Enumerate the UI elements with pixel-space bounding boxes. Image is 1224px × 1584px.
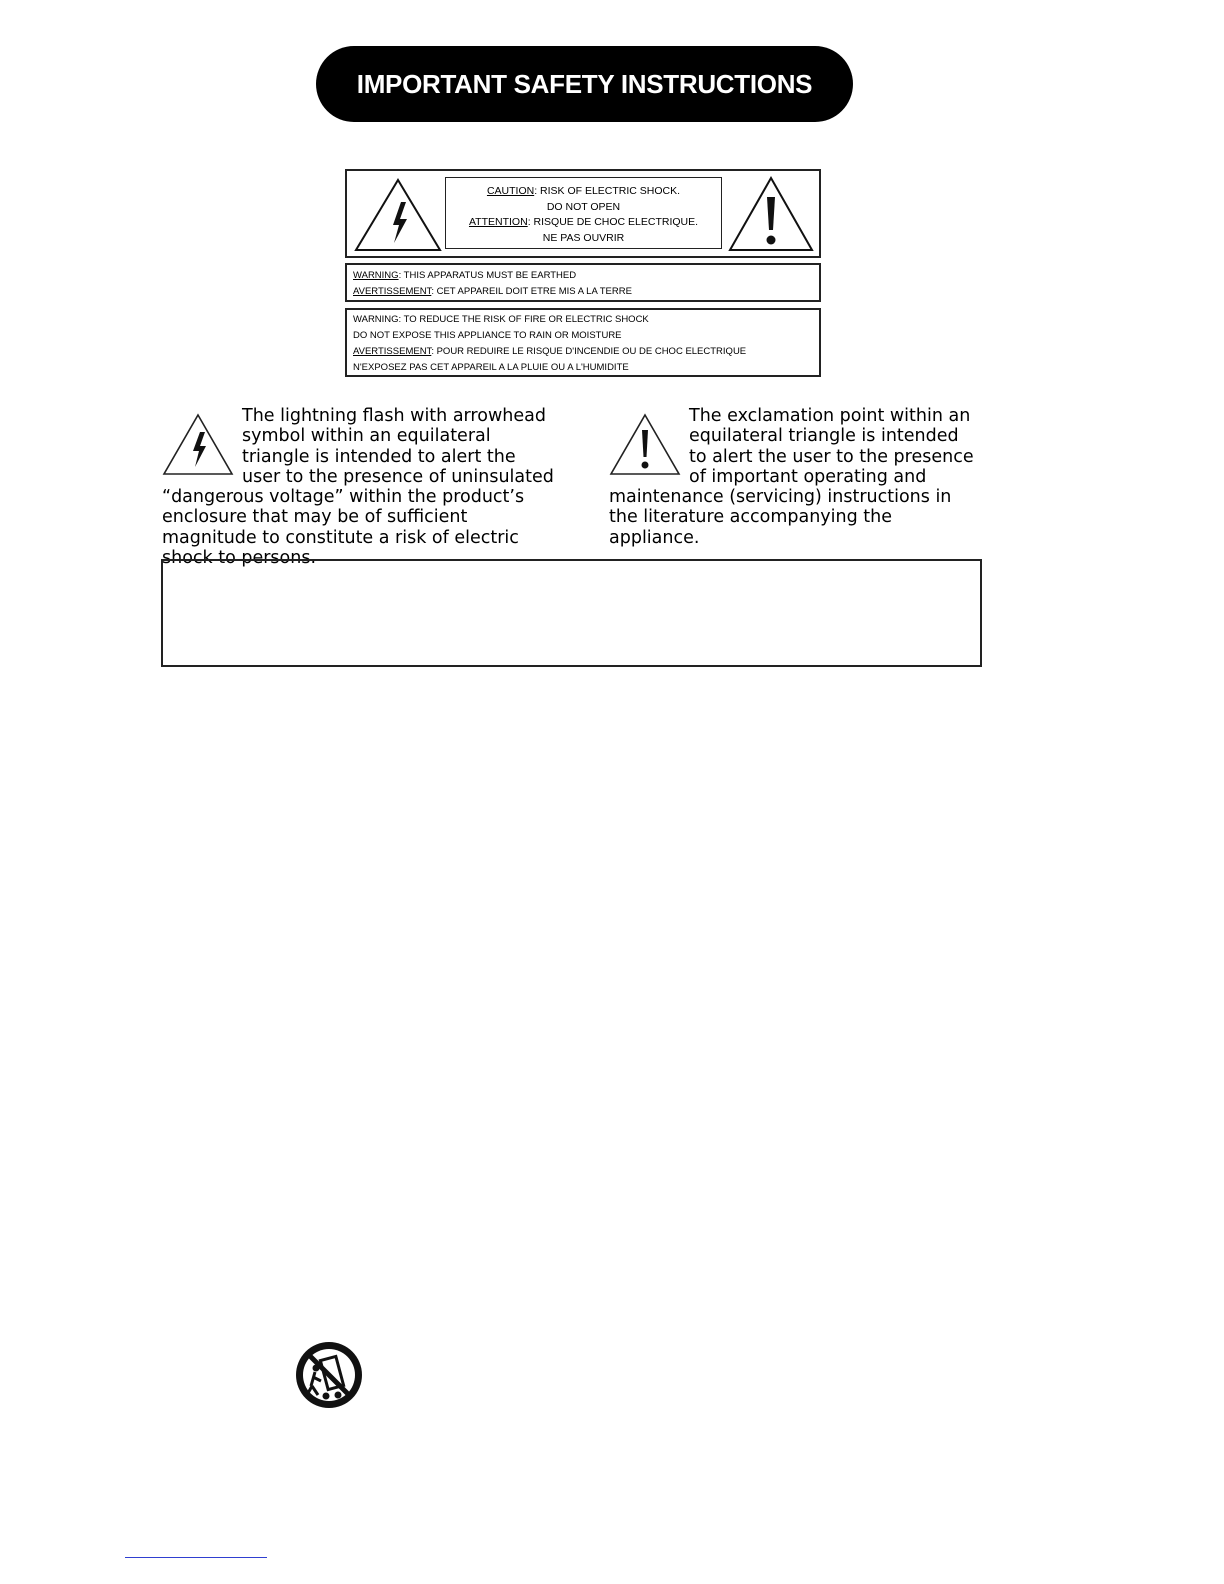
warning-earthed-text: : THIS APPARATUS MUST BE EARTHED [398,270,577,281]
warning-fire-line4: N'EXPOSEZ PAS CET APPAREIL A LA PLUIE OU A L'HUMIDITE [353,362,629,373]
warning-fire-line2: DO NOT EXPOSE THIS APPLIANCE TO RAIN OR MOISTURE [353,330,622,341]
lightning-triangle-icon [162,412,234,476]
lightning-explanation [162,406,557,568]
exclamation-triangle-icon [727,175,815,253]
footer-rule [125,1557,267,1558]
warning-earthed-box [345,263,821,302]
warning-fire-box [345,308,821,377]
exclamation-explanation [609,406,981,548]
caution-heading: CAUTION [486,185,535,197]
caution-text: : RISK OF ELECTRIC SHOCK. [534,185,681,197]
exclamation-explanation-text: The exclamation point within an equilateral triangle is intended to alert the user to the presence of important operating and maintenance (servicing) instructions in the literature accompanying the appliance. [609,406,974,548]
warning-fire-line1: WARNING: TO REDUCE THE RISK OF FIRE OR ELECTRIC SHOCK [353,314,649,325]
caution-text-box [445,177,722,249]
attention-text: : RISQUE DE CHOC ELECTRIQUE. [527,216,699,228]
avertissement-heading: AVERTISSEMENT [353,286,432,297]
attention-heading: ATTENTION [468,216,528,228]
avertissement-earthed-text: : CET APPAREIL DOIT ETRE MIS A LA TERRE [431,286,632,297]
avertissement-fire-text: : POUR REDUIRE LE RISQUE D'INCENDIE OU DE CHOC ELECTRIQUE [431,346,747,357]
avertissement-fire-heading: AVERTISSEMENT [353,346,432,357]
do-not-open: DO NOT OPEN [546,200,621,213]
notice-box [161,559,982,667]
ne-pas-ouvrir: NE PAS OUVRIR [542,231,625,244]
lightning-explanation-text: The lightning flash with arrowhead symbol within an equilateral triangle is intended to alert the user to the presence of uninsulated “dangerous voltage” within the product’s enclosure that may be of sufficient magnitude to constitute a risk of electric shock to persons. [162,406,554,569]
exclamation-triangle-icon [609,412,681,476]
warning-heading: WARNING [353,270,399,281]
cart-tip-over-icon [294,1340,364,1410]
lightning-triangle-icon [353,177,443,253]
page-title: IMPORTANT SAFETY INSTRUCTIONS [316,46,853,122]
